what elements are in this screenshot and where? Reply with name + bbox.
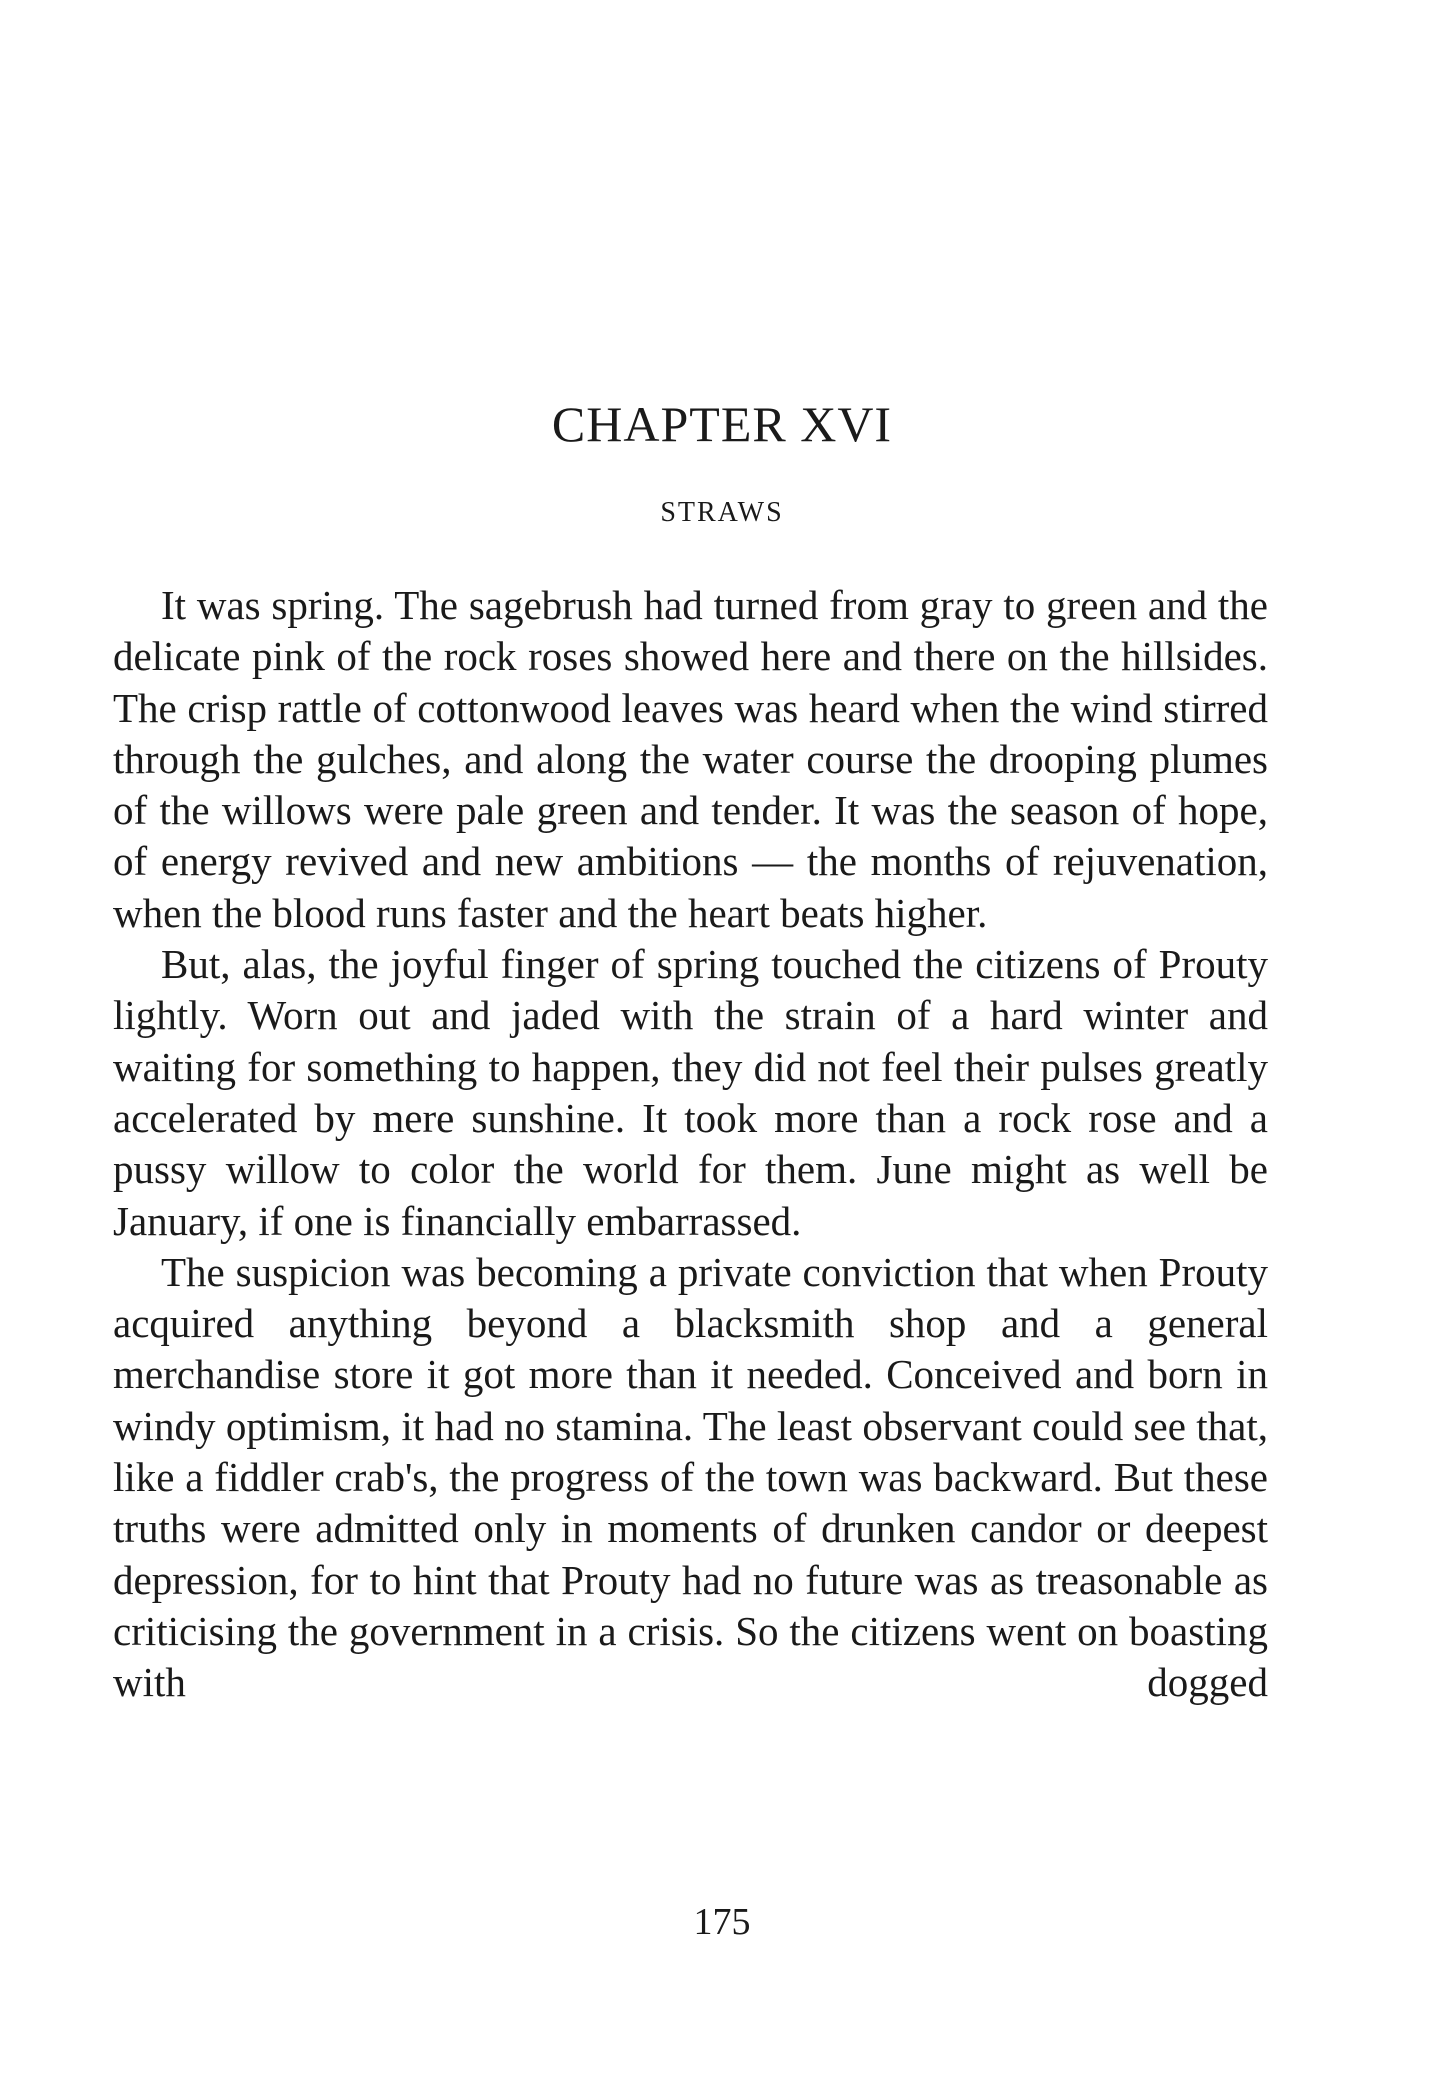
chapter-subtitle: STRAWS bbox=[660, 497, 784, 528]
page-number: 175 bbox=[693, 1901, 751, 1943]
chapter-title: CHAPTER XVI bbox=[551, 396, 893, 452]
body-text bbox=[113, 580, 1268, 1709]
paragraph-1: It was spring. The sagebrush had turned from gray to green and the delicate pink of the rock roses showed here and there on the hillsides. The crisp rattle of cottonwood leaves was heard when the wind stirred through the gulches, and along the water course the drooping plumes of the willows were pale green and tender. It was the season of hope, of energy revived and new ambitions — the months of rejuvenation, when the blood runs faster and the heart beats higher. bbox=[113, 582, 1268, 936]
paragraph-3: The suspicion was becoming a private conviction that when Prouty acquired anything beyond a blacksmith shop and a general merchandise store it got more than it needed. Conceived and born in windy optimism, it had no stamina. The least observant could see that, like a fiddler crab's, the progress of the town was backward. But these truths were admitted only in moments of drunken candor or deepest depression, for to hint that Prouty had no future was as treasonable as criticising the government in a crisis. So the citizens went on boasting with dogged bbox=[113, 1248, 1268, 1706]
paragraph-2: But, alas, the joyful finger of spring touched the citizens of Prouty lightly. Worn out and jaded with the strain of a hard winter and waiting for something to happen, they did not feel their pulses greatly accelerated by mere sunshine. It took more than a rock rose and a pussy willow to color the world for them. June might as well be January, if one is financially embarrassed. bbox=[113, 941, 1268, 1244]
